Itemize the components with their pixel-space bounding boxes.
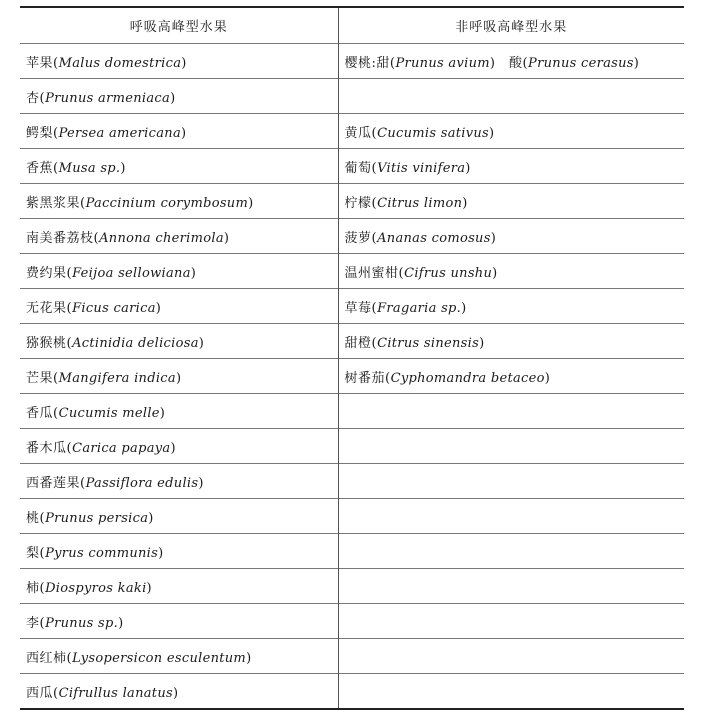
non-climacteric-fruit-cell	[338, 79, 684, 114]
table-row	[20, 149, 684, 184]
header-row	[20, 7, 684, 44]
non-climacteric-fruit-cell: 草莓(Fragaria sp.)	[338, 289, 684, 324]
climacteric-fruit-cell: 鳄梨(Persea americana)	[20, 114, 338, 149]
table-row	[20, 394, 684, 429]
climacteric-fruit-cell: 柿(Diospyros kaki)	[20, 569, 338, 604]
table-row	[20, 44, 684, 79]
non-climacteric-fruit-cell	[338, 499, 684, 534]
table-row	[20, 184, 684, 219]
non-climacteric-fruit-cell: 温州蜜柑(Cifrus unshu)	[338, 254, 684, 289]
non-climacteric-fruit-cell: 树番茄(Cyphomandra betaceo)	[338, 359, 684, 394]
table-row	[20, 219, 684, 254]
table-row	[20, 499, 684, 534]
table-row	[20, 674, 684, 710]
climacteric-fruit-cell: 梨(Pyrus communis)	[20, 534, 338, 569]
table-row	[20, 569, 684, 604]
climacteric-fruit-cell: 芒果(Mangifera indica)	[20, 359, 338, 394]
climacteric-fruit-cell: 无花果(Ficus carica)	[20, 289, 338, 324]
non-climacteric-fruit-cell	[338, 674, 684, 710]
header-climacteric-fruits: 呼吸高峰型水果	[129, 20, 228, 35]
table-row	[20, 604, 684, 639]
climacteric-fruit-cell: 猕猴桃(Actinidia deliciosa)	[20, 324, 338, 359]
climacteric-fruit-cell: 南美番荔枝(Annona cherimola)	[20, 219, 338, 254]
fruit-classification-table-container	[20, 6, 684, 710]
non-climacteric-fruit-cell: 甜橙(Citrus sinensis)	[338, 324, 684, 359]
table-body	[20, 44, 684, 710]
climacteric-fruit-cell: 桃(Prunus persica)	[20, 499, 338, 534]
non-climacteric-fruit-cell: 樱桃:甜(Prunus avium) 酸(Prunus cerasus)	[338, 44, 684, 79]
table-row	[20, 534, 684, 569]
table-row	[20, 79, 684, 114]
non-climacteric-fruit-cell: 葡萄(Vitis vinifera)	[338, 149, 684, 184]
non-climacteric-fruit-cell	[338, 639, 684, 674]
climacteric-fruit-cell: 番木瓜(Carica papaya)	[20, 429, 338, 464]
non-climacteric-fruit-cell: 黄瓜(Cucumis sativus)	[338, 114, 684, 149]
table-row	[20, 639, 684, 674]
climacteric-fruit-cell: 西番莲果(Passiflora edulis)	[20, 464, 338, 499]
climacteric-fruit-cell: 李(Prunus sp.)	[20, 604, 338, 639]
table-row	[20, 324, 684, 359]
non-climacteric-fruit-cell	[338, 534, 684, 569]
non-climacteric-fruit-cell	[338, 394, 684, 429]
non-climacteric-fruit-cell	[338, 604, 684, 639]
climacteric-fruit-cell: 紫黑浆果(Paccinium corymbosum)	[20, 184, 338, 219]
table-row	[20, 359, 684, 394]
climacteric-fruit-cell: 西瓜(Cifrullus lanatus)	[20, 674, 338, 710]
non-climacteric-fruit-cell	[338, 569, 684, 604]
climacteric-fruit-cell: 香瓜(Cucumis melle)	[20, 394, 338, 429]
table-header	[20, 7, 684, 44]
non-climacteric-fruit-cell	[338, 429, 684, 464]
table-row	[20, 254, 684, 289]
non-climacteric-fruit-cell	[338, 464, 684, 499]
climacteric-fruit-cell: 费约果(Feijoa sellowiana)	[20, 254, 338, 289]
climacteric-fruit-cell: 苹果(Malus domestrica)	[20, 44, 338, 79]
table-row	[20, 289, 684, 324]
non-climacteric-fruit-cell: 菠萝(Ananas comosus)	[338, 219, 684, 254]
climacteric-fruit-cell: 西红柿(Lysopersicon esculentum)	[20, 639, 338, 674]
table-row	[20, 114, 684, 149]
header-non-climacteric-fruits: 非呼吸高峰型水果	[338, 7, 684, 44]
table-row	[20, 464, 684, 499]
climacteric-fruit-cell: 香蕉(Musa sp.)	[20, 149, 338, 184]
non-climacteric-fruit-cell: 柠檬(Citrus limon)	[338, 184, 684, 219]
climacteric-fruit-cell: 杏(Prunus armeniaca)	[20, 79, 338, 114]
fruit-classification-table	[20, 6, 684, 710]
table-row	[20, 429, 684, 464]
